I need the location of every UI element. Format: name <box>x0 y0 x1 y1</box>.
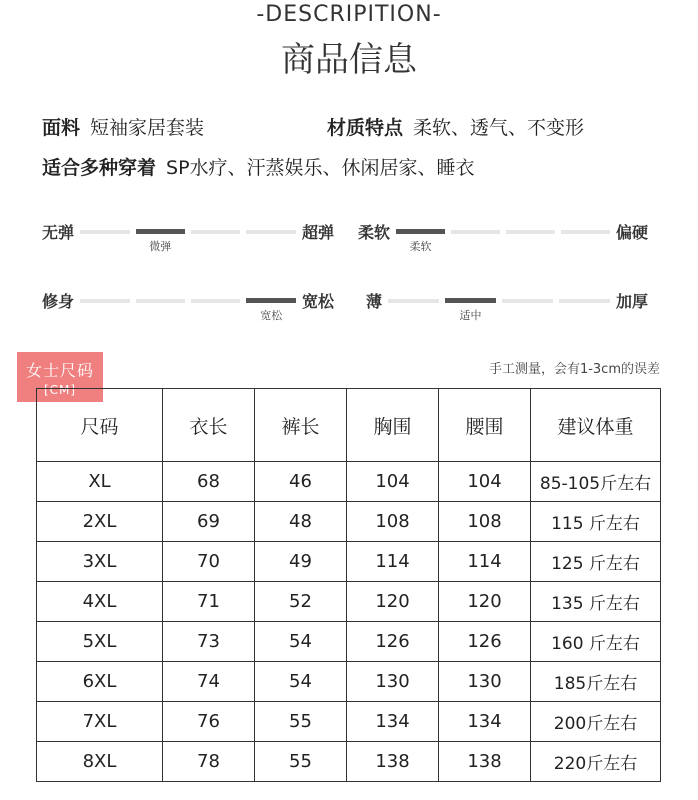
header-top-length: 衣长 <box>163 389 255 462</box>
cell-chest: 138 <box>347 742 439 782</box>
cell-size: XL <box>37 462 163 502</box>
cell-weight: 160 斤左右 <box>531 622 661 662</box>
header-size: 尺码 <box>37 389 163 462</box>
elasticity-scale-segment <box>80 230 129 234</box>
cell-top-length: 74 <box>163 662 255 702</box>
cell-top-length: 78 <box>163 742 255 782</box>
cell-size: 6XL <box>37 662 163 702</box>
cell-weight: 85-105斤左右 <box>531 462 661 502</box>
elasticity-scale-segment <box>246 230 295 234</box>
cell-waist: 134 <box>439 702 531 742</box>
fit-scale-active-segment <box>246 298 295 303</box>
table-row <box>37 702 661 742</box>
cell-size: 3XL <box>37 542 163 582</box>
title-chinese: 商品信息 <box>281 40 417 80</box>
cell-chest: 114 <box>347 542 439 582</box>
hardness-mark-label: 柔软 <box>409 240 432 253</box>
cell-pants-length: 52 <box>255 582 347 622</box>
elasticity-right-label: 超弹 <box>301 223 334 242</box>
thickness-mark-label: 适中 <box>459 309 482 322</box>
header-chest: 胸围 <box>347 389 439 462</box>
cell-waist: 120 <box>439 582 531 622</box>
cell-size: 7XL <box>37 702 163 742</box>
fabric-attribute <box>42 113 204 140</box>
cell-waist: 126 <box>439 622 531 662</box>
table-header-row <box>37 389 661 462</box>
hardness-scale-segment <box>561 230 610 234</box>
title-english: -DESCRIPITION- <box>256 2 442 27</box>
cell-pants-length: 49 <box>255 542 347 582</box>
fit-left-label: 修身 <box>42 292 75 311</box>
fit-scale-segment <box>80 299 129 303</box>
cell-size: 4XL <box>37 582 163 622</box>
fabric-value: 短袖家居套装 <box>90 117 205 139</box>
cell-size: 5XL <box>37 622 163 662</box>
cell-weight: 200斤左右 <box>531 702 661 742</box>
table-row <box>37 742 661 782</box>
cell-waist: 130 <box>439 662 531 702</box>
hardness-scale-segment <box>451 230 500 234</box>
fit-mark-label: 宽松 <box>260 309 283 322</box>
fit-scale-segment <box>136 299 185 303</box>
cell-chest: 130 <box>347 662 439 702</box>
cell-pants-length: 46 <box>255 462 347 502</box>
material-attribute <box>327 113 584 140</box>
header-waist: 腰围 <box>439 389 531 462</box>
elasticity-scale-active-segment <box>136 229 185 234</box>
thickness-left-label: 薄 <box>366 292 383 311</box>
measurement-note: 手工测量，会有1-3cm的误差 <box>488 362 660 377</box>
size-badge-title: 女士尺码 <box>25 361 94 380</box>
cell-chest: 134 <box>347 702 439 742</box>
elasticity-left-label: 无弹 <box>42 223 75 242</box>
cell-pants-length: 55 <box>255 702 347 742</box>
header-pants-length: 裤长 <box>255 389 347 462</box>
table-row <box>37 502 661 542</box>
cell-top-length: 70 <box>163 542 255 582</box>
table-row <box>37 662 661 702</box>
cell-waist: 114 <box>439 542 531 582</box>
cell-top-length: 76 <box>163 702 255 742</box>
material-label: 材质特点 <box>327 117 404 139</box>
table-row <box>37 462 661 502</box>
cell-pants-length: 55 <box>255 742 347 782</box>
cell-weight: 125 斤左右 <box>531 542 661 582</box>
occasion-label: 适合多种穿着 <box>42 157 157 179</box>
table-row <box>37 622 661 662</box>
cell-top-length: 71 <box>163 582 255 622</box>
fit-scale <box>42 289 334 329</box>
hardness-scale-segment <box>506 230 555 234</box>
hardness-scale-active-segment <box>396 229 445 234</box>
thickness-scale-segment <box>388 299 439 303</box>
cell-weight: 185斤左右 <box>531 662 661 702</box>
cell-waist: 104 <box>439 462 531 502</box>
size-badge-unit: [CM] <box>43 383 77 397</box>
table-row <box>37 542 661 582</box>
cell-weight: 220斤左右 <box>531 742 661 782</box>
cell-top-length: 69 <box>163 502 255 542</box>
cell-pants-length: 54 <box>255 662 347 702</box>
elasticity-scale <box>42 220 334 260</box>
cell-waist: 138 <box>439 742 531 782</box>
cell-chest: 120 <box>347 582 439 622</box>
fabric-label: 面料 <box>42 117 81 139</box>
cell-top-length: 73 <box>163 622 255 662</box>
cell-pants-length: 54 <box>255 622 347 662</box>
occasion-value: SP水疗、汗蒸娱乐、休闲居家、睡衣 <box>166 157 475 179</box>
cell-weight: 135 斤左右 <box>531 582 661 622</box>
elasticity-scale-segment <box>191 230 240 234</box>
hardness-scale <box>358 220 648 260</box>
fit-right-label: 宽松 <box>301 292 334 311</box>
fit-scale-segment <box>191 299 240 303</box>
cell-chest: 126 <box>347 622 439 662</box>
hardness-left-label: 柔软 <box>358 223 391 242</box>
cell-size: 2XL <box>37 502 163 542</box>
size-table <box>36 388 661 782</box>
cell-pants-length: 48 <box>255 502 347 542</box>
thickness-scale <box>366 289 648 329</box>
hardness-right-label: 偏硬 <box>615 223 648 242</box>
elasticity-mark-label: 微弹 <box>149 240 172 253</box>
occasion-attribute <box>42 153 475 180</box>
thickness-scale-active-segment <box>445 298 496 303</box>
cell-size: 8XL <box>37 742 163 782</box>
cell-chest: 104 <box>347 462 439 502</box>
header-weight: 建议体重 <box>531 389 661 462</box>
thickness-scale-segment <box>502 299 553 303</box>
thickness-scale-segment <box>559 299 610 303</box>
thickness-right-label: 加厚 <box>615 292 648 311</box>
cell-weight: 115 斤左右 <box>531 502 661 542</box>
cell-chest: 108 <box>347 502 439 542</box>
cell-top-length: 68 <box>163 462 255 502</box>
table-row <box>37 582 661 622</box>
cell-waist: 108 <box>439 502 531 542</box>
material-value: 柔软、透气、不变形 <box>413 117 585 139</box>
